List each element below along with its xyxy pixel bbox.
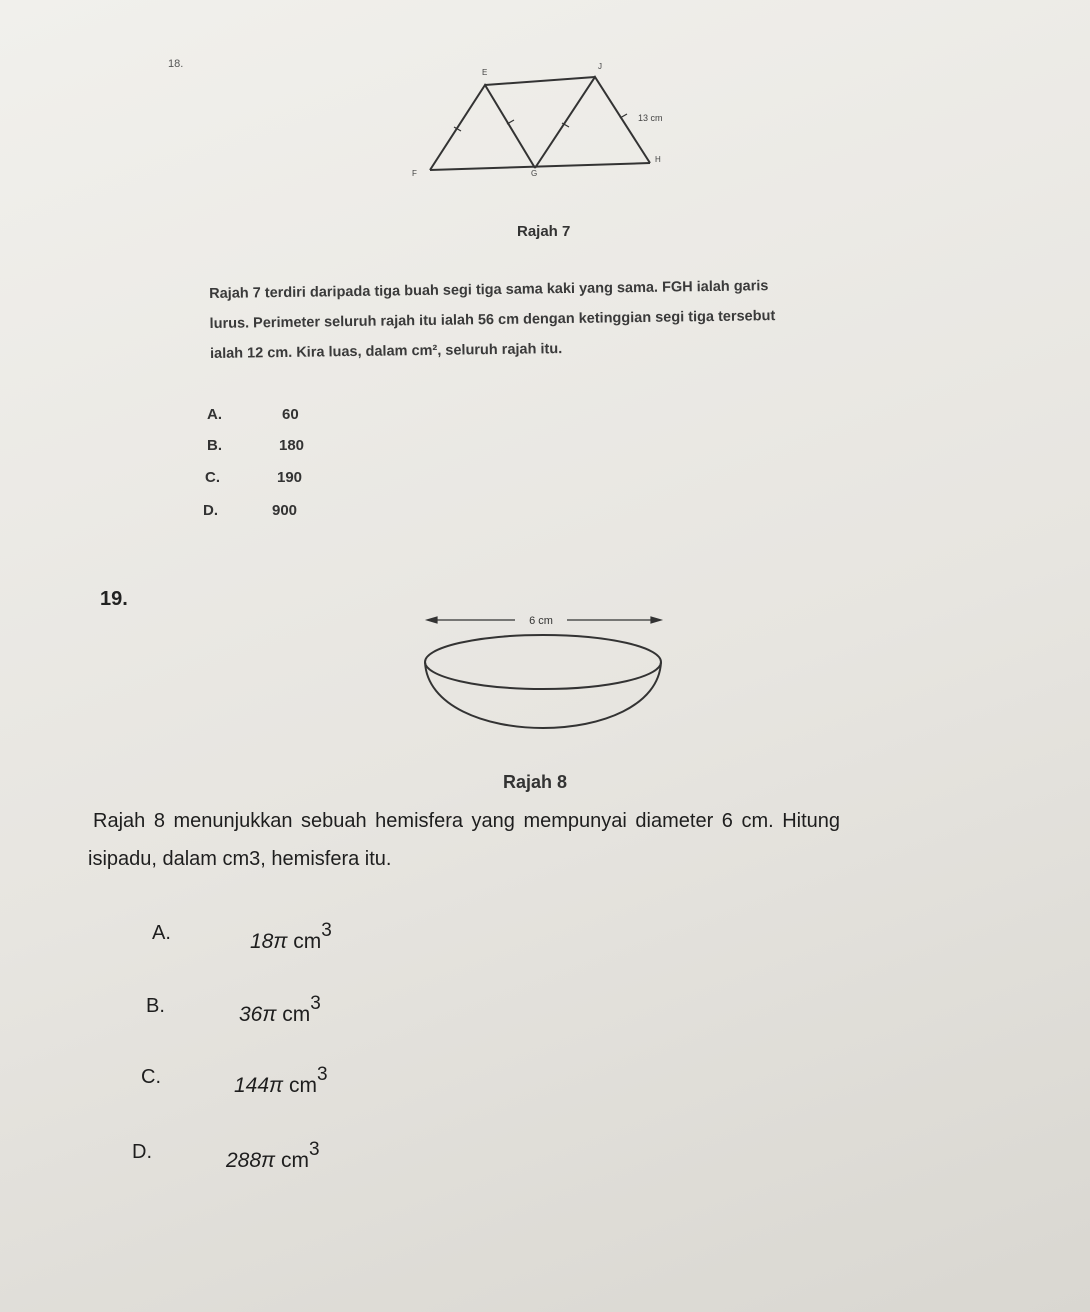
- option-exponent: 3: [321, 920, 332, 941]
- label-f: F: [412, 169, 417, 178]
- rajah-8-caption: Rajah 8: [503, 772, 568, 792]
- triangles-outline: [430, 77, 650, 170]
- question-19-number: 19.: [100, 588, 128, 610]
- option-unit: cm: [287, 930, 322, 953]
- arrow-head-left: [427, 617, 437, 623]
- question-18-number: 18.: [168, 58, 184, 70]
- label-13cm: 13 cm: [638, 113, 663, 123]
- q19-option-a[interactable]: [152, 920, 332, 953]
- option-coefficient: 18π: [250, 930, 288, 953]
- question-18-text: [209, 271, 776, 369]
- option-unit: cm: [283, 1074, 317, 1097]
- question-18-line: ialah 12 cm. Kira luas, dalam cm², seluruh rajah itu.: [209, 341, 563, 362]
- option-exponent: 3: [310, 993, 321, 1014]
- q19-option-b[interactable]: [146, 993, 321, 1026]
- hemisphere-rim: [425, 635, 661, 689]
- option-value: 900: [272, 502, 298, 519]
- line-ej: [485, 77, 595, 85]
- q19-option-c[interactable]: [141, 1064, 328, 1097]
- option-value: 180: [279, 437, 305, 454]
- option-unit: cm: [275, 1149, 309, 1172]
- option-coefficient: 36π: [239, 1003, 277, 1026]
- question-19-text: [88, 802, 1023, 878]
- label-e: E: [482, 68, 488, 77]
- option-letter: B.: [146, 995, 165, 1017]
- option-exponent: 3: [308, 1139, 320, 1160]
- line-fgh: [430, 163, 650, 170]
- rajah-7-caption: Rajah 7: [517, 223, 571, 240]
- arrow-head-right: [651, 617, 661, 623]
- option-value: 60: [282, 406, 299, 423]
- question-18-line: Rajah 7 terdiri daripada tiga buah segi tiga sama kaki yang sama. FGH ialah garis: [209, 278, 769, 302]
- option-letter: B.: [207, 437, 222, 454]
- q18-option-c[interactable]: [205, 469, 303, 487]
- q18-option-b[interactable]: [207, 437, 305, 455]
- q18-option-d[interactable]: [203, 502, 298, 520]
- option-letter: A.: [207, 406, 222, 423]
- hemisphere-bowl: [425, 662, 661, 728]
- option-letter: C.: [205, 469, 220, 486]
- option-exponent: 3: [316, 1064, 328, 1085]
- q18-option-a[interactable]: [207, 406, 299, 424]
- label-j: J: [598, 62, 602, 71]
- option-unit: cm: [276, 1003, 311, 1026]
- question-18-line: lurus. Perimeter seluruh rajah itu ialah 56 cm dengan ketinggian segi tiga tersebut: [209, 308, 776, 332]
- tick-marks: [454, 114, 627, 131]
- triangle-right-sides: [535, 77, 650, 168]
- label-g: G: [531, 169, 538, 178]
- question-19-line: isipadu, dalam cm3, hemisfera itu.: [88, 848, 392, 870]
- option-letter: D.: [203, 502, 218, 519]
- option-value: [234, 1064, 328, 1098]
- option-value: [250, 920, 332, 954]
- triangle-left-sides: [430, 85, 535, 170]
- figure-rajah-7: [370, 55, 710, 190]
- option-value: 190: [277, 469, 303, 486]
- option-coefficient: 144π: [234, 1074, 284, 1097]
- option-coefficient: 288π: [226, 1149, 276, 1172]
- figure-rajah-8: [415, 600, 685, 775]
- hemisphere: [425, 635, 661, 728]
- option-letter: C.: [141, 1066, 161, 1088]
- option-value: [239, 993, 321, 1027]
- option-value: [226, 1139, 320, 1173]
- dimension-label: 6 cm: [529, 615, 553, 627]
- option-letter: A.: [152, 922, 171, 944]
- q19-option-d[interactable]: [132, 1139, 320, 1172]
- option-letter: D.: [132, 1141, 152, 1163]
- question-19-line: Rajah 8 menunjukkan sebuah hemisfera yang mempunyai diameter 6 cm. Hitung: [93, 810, 841, 832]
- label-h: H: [655, 155, 661, 164]
